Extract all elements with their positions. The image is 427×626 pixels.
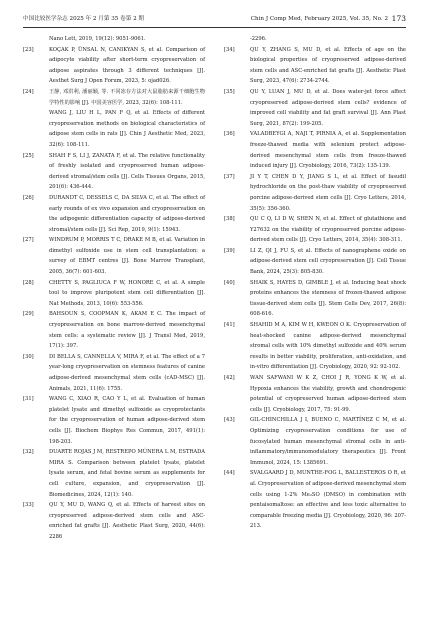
reference-entry — [23, 278, 205, 310]
reference-entry — [23, 193, 205, 235]
reference-text: SHAIK S, HAYES D, GIMBLE J, et al. Inducing heat shock proteins enhances the stemness of frozen-thawed adipose tissue-derived stem cells [J]. Stem Cells Dev, 2017, 26(8): 608-616. — [250, 279, 406, 318]
reference-number: [25] — [23, 152, 34, 159]
reference-entry — [224, 172, 406, 214]
reference-text: WINDRUM P, MORRIS T C, DRAKE M B, et al. Variation in dimethyl sulfoxide use in stem cell transplantation: a survey of EBMT centres [J]. Bone Marrow Transplant, 2005, 36(7): 601-603. — [49, 237, 205, 276]
reference-entry — [224, 373, 406, 415]
reference-entry — [23, 235, 205, 277]
reference-number: [24] — [23, 88, 34, 95]
reference-number: [38] — [224, 216, 235, 223]
reference-text: VALADBEYGI A, NAJI T, PIRNIA A, et al. Supplementation freeze-thawed media with selenium protect adipose-derived mesenchymal stem cells from freeze-thawed induced injury [J]. Cryobiology, 2016, 73(2): 135-139. — [250, 131, 406, 170]
reference-text: SVALGAARD J D, MUNTHE-FOG L, BALLESTEROS O R, et al. Cryopreservation of adipose-derived mesenchymal stem cells using 1-2% Me₂SO (DMSO) in combination with pentaisomaltose: an effective and less toxic alternative to comparable freezing media [J]. Cryobiology, 2020, 96: 207-213. — [250, 470, 407, 530]
reference-number: [37] — [224, 173, 235, 180]
journal-title-cn: 中国比较医学杂志 2025 年 2 月第 35 卷第 2 期 — [23, 16, 145, 22]
reference-number: [42] — [224, 375, 235, 381]
reference-entry — [23, 447, 205, 500]
reference-text: QU C Q, LI D W, SHEN N, et al. Effect of glutathione and Y27632 on the viability of cryopreserved porcine adipose-derived stem cells [J]. Cryo Letters, 2014, 35(4): 308-311. — [250, 216, 406, 244]
reference-entry — [23, 45, 205, 87]
reference-text: JI Y T, CHEN D Y, JIANG S L, et al. Effect of fasudil hydrochloride on the post-thaw viability of cryopreserved porcine adipose-derived stem cells [J]. Cryo Letters, 2014, 35(5): 356-360. — [250, 173, 406, 212]
reference-number: [34] — [224, 46, 235, 53]
reference-number: [44] — [224, 470, 235, 477]
reference-text: QU Y, ZHANG S, MU D, et al. Effects of age on the biological properties of cryopreserved adipose-derived stem cells and ASC-enriched fat grafts [J]. Aesthetic Plast Surg, 2023, 47(6): 2734-2744. — [250, 46, 406, 85]
reference-entry — [224, 214, 406, 246]
reference-number: [32] — [23, 449, 34, 456]
reference-text: GIL-CHINCHILLA J I, BUENO C, MARTÍNEZ C M, et al. Optimizing cryopreservation conditions for use of fucosylated human mesenchymal stromal cells in anti-inflammatory/immunomodulatory therapeutics [J]. Front Immunol, 2024, 15: 1385691. — [250, 417, 406, 466]
reference-text: BAHSOUN S, COOPMAN K, AKAM E C. The impact of cryopreservation on bone marrow-derived mesenchymal stem cells: a systematic review [J]. J Transl Med, 2019, 17(1): 397. — [49, 311, 205, 350]
reference-entry — [224, 246, 406, 278]
reference-entry — [224, 278, 406, 320]
reference-text: WANG J, LIU H L, PAN F Q, et al. Effects of different cryopreservation methods on biological characteristics of adipose stem cells in rats [J]. Chin J Aesthetic Med, 2023, 32(6): 108-111. — [49, 110, 205, 148]
reference-text: WAN SAFWANI W K Z, CHOI J R, YONG K W, et al. Hypoxia enhances the viability, growth and chondrogenic potential of cryopreserved human adipose-derived stem cells [J]. Cryobiology, 2017, 75: 91-99. — [250, 375, 406, 413]
reference-text: KOÇAK P, ÜNSAL N, CANIKYAN S, et al. Comparison of adipocyte viability after short-term cryopreservation of adipose aspirates through 3 different techniques [J]. Aesthet Surg J Open Forum, 2023, 5: ojad026. — [49, 46, 205, 85]
reference-text: SHAH F S, LI J, ZANATA F, et al. The relative functionality of freshly isolated and cryopreserved human adipose-derived stromal/stem cells [J]. Cells Tissues Organs, 2015, 201(6): 436-444. — [49, 152, 205, 191]
reference-text: -2296. — [250, 36, 267, 42]
reference-number: [39] — [224, 247, 235, 254]
reference-entry — [224, 87, 406, 129]
reference-entry — [224, 129, 406, 171]
reference-text: SHAHID M A, KIM W H, KWEON O K. Cryopreservation of heat-shocked canine adipose-derived mesenchymal stromal cells with 10% dimethyl sulfoxide and 40% serum results in better viability, proliferation, anti-oxidation, and in-vitro differentiation [J]. Cryobiology, 2020, 92: 92-102. — [250, 322, 406, 371]
reference-text: DUARTE ROJAS J M, RESTREPO MÚNERA L M, ESTRADA MIRA S. Comparison between platelet lysate, platelet lysate serum, and fetal bovine serum as supplements for cell culture, expansion, and cryopreservation [J]. Biomedicines, 2024, 12(1): 140. — [49, 449, 205, 498]
reference-number: [27] — [23, 237, 34, 244]
header-rule — [23, 27, 406, 28]
running-header — [23, 12, 406, 26]
reference-entry — [224, 34, 406, 45]
reference-number: [33] — [23, 502, 34, 509]
reference-number: [26] — [23, 194, 34, 201]
reference-text: DI BELLA S, CANNELLA V, MIRA F, et al. The effect of a 7 year-long cryopreservation on stemness features of canine adipose-derived mesenchymal stem cells (cAD-MSC) [J]. Animals, 2021, 11(6): 1755. — [49, 353, 205, 392]
journal-title-en: Chin J Comp Med, February 2025, Vol. 35, No. 2 — [250, 16, 388, 22]
reference-list-left — [23, 34, 205, 543]
reference-entry — [23, 87, 205, 108]
reference-entry — [224, 415, 406, 468]
reference-number: [35] — [224, 88, 235, 95]
reference-text: CHETTY S, PAGLIUCA F W, HONORE C, et al. A simple tool to improve pluripotent stem cell differentiation [J]. Nat Methods, 2013, 10(6): 553-556. — [49, 279, 205, 307]
reference-entry — [23, 394, 205, 447]
reference-number: [30] — [23, 353, 34, 360]
reference-entry — [224, 45, 406, 87]
reference-text: QU Y, LUAN J, MU D, et al. Does water-jet force affect cryopreserved adipose-derived stem cells? evidence of improved cell viability and fat graft survival [J]. Ann Plast Surg, 2021, 87(2): 199-205. — [250, 88, 406, 127]
reference-number: [40] — [224, 279, 235, 286]
reference-text: QU Y, MU D, WANG Q, et al. Effects of harvest sites on cryopreserved adipose-derived stem cells and ASC-enriched fat grafts [J]. Aesthetic Plast Surg, 2020, 44(6): 2286 — [49, 502, 205, 540]
reference-entry — [224, 468, 406, 532]
reference-number: [29] — [23, 311, 34, 318]
page-number: 173 — [391, 14, 406, 23]
reference-number: [23] — [23, 46, 34, 53]
reference-entry — [23, 151, 205, 193]
reference-entry — [23, 500, 205, 542]
reference-number: [41] — [224, 322, 235, 329]
reference-entry — [23, 108, 205, 150]
reference-text: 王静, 邓洪利, 潘丽颖, 等. 不同冻存方法对大鼠脂肪来源干细胞生物学特性的影响 [J]. 中国美容医学, 2023, 32(6): 108-111. — [49, 88, 205, 106]
reference-text: Nano Lett, 2019, 19(12): 9051-9061. — [49, 36, 146, 42]
reference-entry — [23, 352, 205, 394]
reference-number: [28] — [23, 279, 34, 286]
reference-text: LI Z, QI J, FU S, et al. Effects of nanographene oxide on adipose-derived stem cell cryopreservation [J]. Cell Tissue Bank, 2024, 25(3): 805-830. — [250, 247, 406, 276]
reference-entry — [224, 320, 406, 373]
reference-text: DURANDT C, DESSELS C, DA SILVA C, et al. The effect of early rounds of ex vivo expansion and cryopreservation on the adipogenic differentiation capacity of adipose-derived stromal/stem cells [J]. Sci Rep, 2019, 9(1): 15943. — [49, 194, 205, 233]
reference-number: [43] — [224, 417, 235, 424]
reference-number: [31] — [23, 396, 34, 403]
reference-entry — [23, 34, 205, 45]
reference-list-right — [224, 34, 406, 532]
reference-text: WANG C, XIAO R, CAO Y L, et al. Evaluation of human platelet lysate and dimethyl sulfoxide as cryoprotectants for the cryopreservation of human adipose-derived stem cells [J]. Biochem Biophys Res Commun, 2017, 491(1): 198-203. — [49, 396, 205, 445]
reference-entry — [23, 309, 205, 351]
reference-number: [36] — [224, 131, 235, 138]
